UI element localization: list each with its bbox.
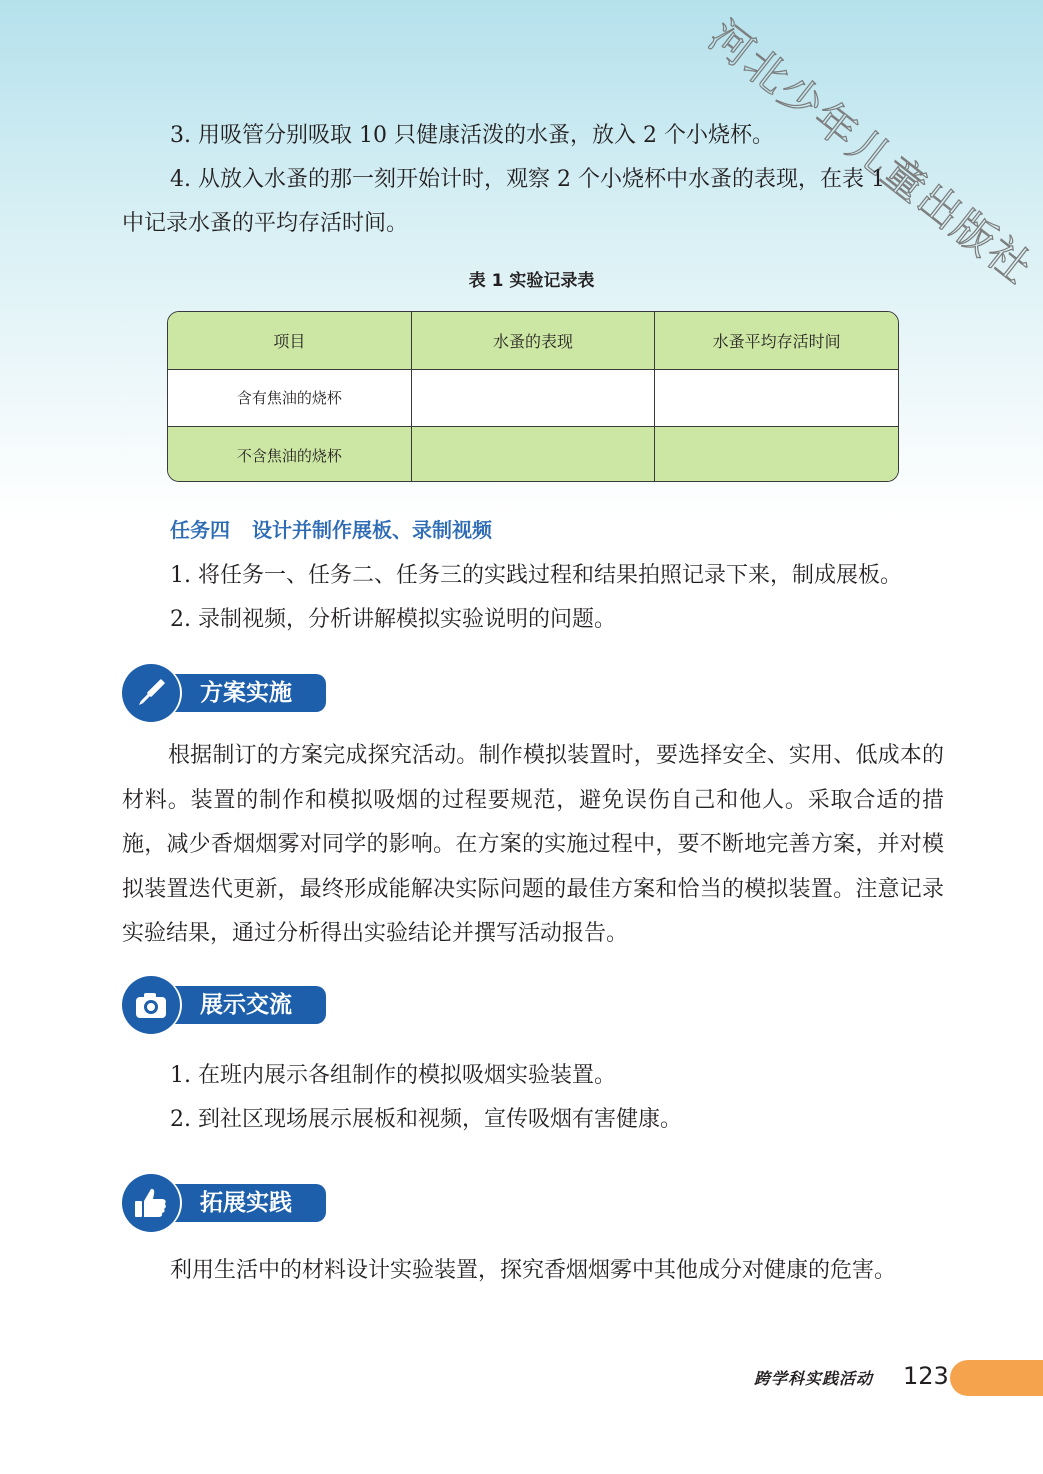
table-header-row [168, 312, 898, 369]
table-row [168, 369, 898, 427]
table-caption: 表 1 实验记录表 [468, 271, 595, 291]
table-cell-empty [412, 370, 656, 427]
section-display-item-2: 2. 到社区现场展示展板和视频，宣传吸烟有害健康。 [170, 1107, 682, 1132]
table-cell: 不含焦油的烧杯 [168, 427, 412, 482]
thumbs-up-icon [122, 1174, 180, 1232]
footer-label: 跨学科实践活动 [754, 1369, 874, 1388]
table-header-cell: 水蚤的表现 [412, 312, 656, 369]
section-implement-banner [122, 664, 332, 722]
task-4-title: 设计并制作展板、录制视频 [252, 518, 492, 542]
experiment-record-table [167, 311, 899, 482]
section-display-banner [122, 976, 332, 1034]
section-extend-body: 利用生活中的材料设计实验装置，探究香烟烟雾中其他成分对健康的危害。 [170, 1258, 897, 1283]
page-tab-decoration [950, 1360, 1043, 1396]
section-extend-title: 拓展实践 [200, 1190, 292, 1216]
section-implement-body: 根据制订的方案完成探究活动。制作模拟装置时，要选择安全、实用、低成本的材料。装置的制作和模拟吸烟的过程要规范，避免误伤自己和他人。采取合适的措施，减少香烟烟雾对同学的影响。在方案的实施过程中，要不断地完善方案，并对模拟装置迭代更新，最终形成能解决实际问题的最佳方案和恰当的模拟装置。注意记录实验结果，通过分析得出实验结论并撰写活动报告。 [122, 743, 944, 946]
table-cell: 含有焦油的烧杯 [168, 370, 412, 427]
section-display-item-1: 1. 在班内展示各组制作的模拟吸烟实验装置。 [170, 1063, 616, 1088]
table-cell-empty [412, 427, 656, 482]
task-4-item-2: 2. 录制视频，分析讲解模拟实验说明的问题。 [170, 607, 616, 632]
section-extend-banner [122, 1174, 332, 1232]
pencil-icon [122, 664, 180, 722]
section-implement-title: 方案实施 [200, 680, 292, 706]
page-number: 123 [903, 1362, 949, 1390]
table-header-cell: 项目 [168, 312, 412, 369]
step-4-line-2: 中记录水蚤的平均存活时间。 [122, 211, 409, 236]
camera-icon [122, 976, 180, 1034]
task-4-item-1: 1. 将任务一、任务二、任务三的实践过程和结果拍照记录下来，制成展板。 [170, 563, 902, 588]
table-cell-empty [655, 427, 898, 482]
table-header-cell: 水蚤平均存活时间 [712, 331, 841, 351]
table-row [168, 426, 898, 482]
step-3: 3. 用吸管分别吸取 10 只健康活泼的水蚤，放入 2 个小烧杯。 [170, 123, 774, 148]
task-4-heading [170, 514, 492, 543]
publisher-watermark: 河北少年儿童出版社 [699, 11, 1043, 294]
section-display-title: 展示交流 [200, 992, 292, 1018]
task-4-number: 任务四 [170, 518, 230, 542]
table-cell-empty [655, 370, 898, 427]
step-4-line-1: 4. 从放入水蚤的那一刻开始计时，观察 2 个小烧杯中水蚤的表现，在表 1 [170, 167, 885, 192]
